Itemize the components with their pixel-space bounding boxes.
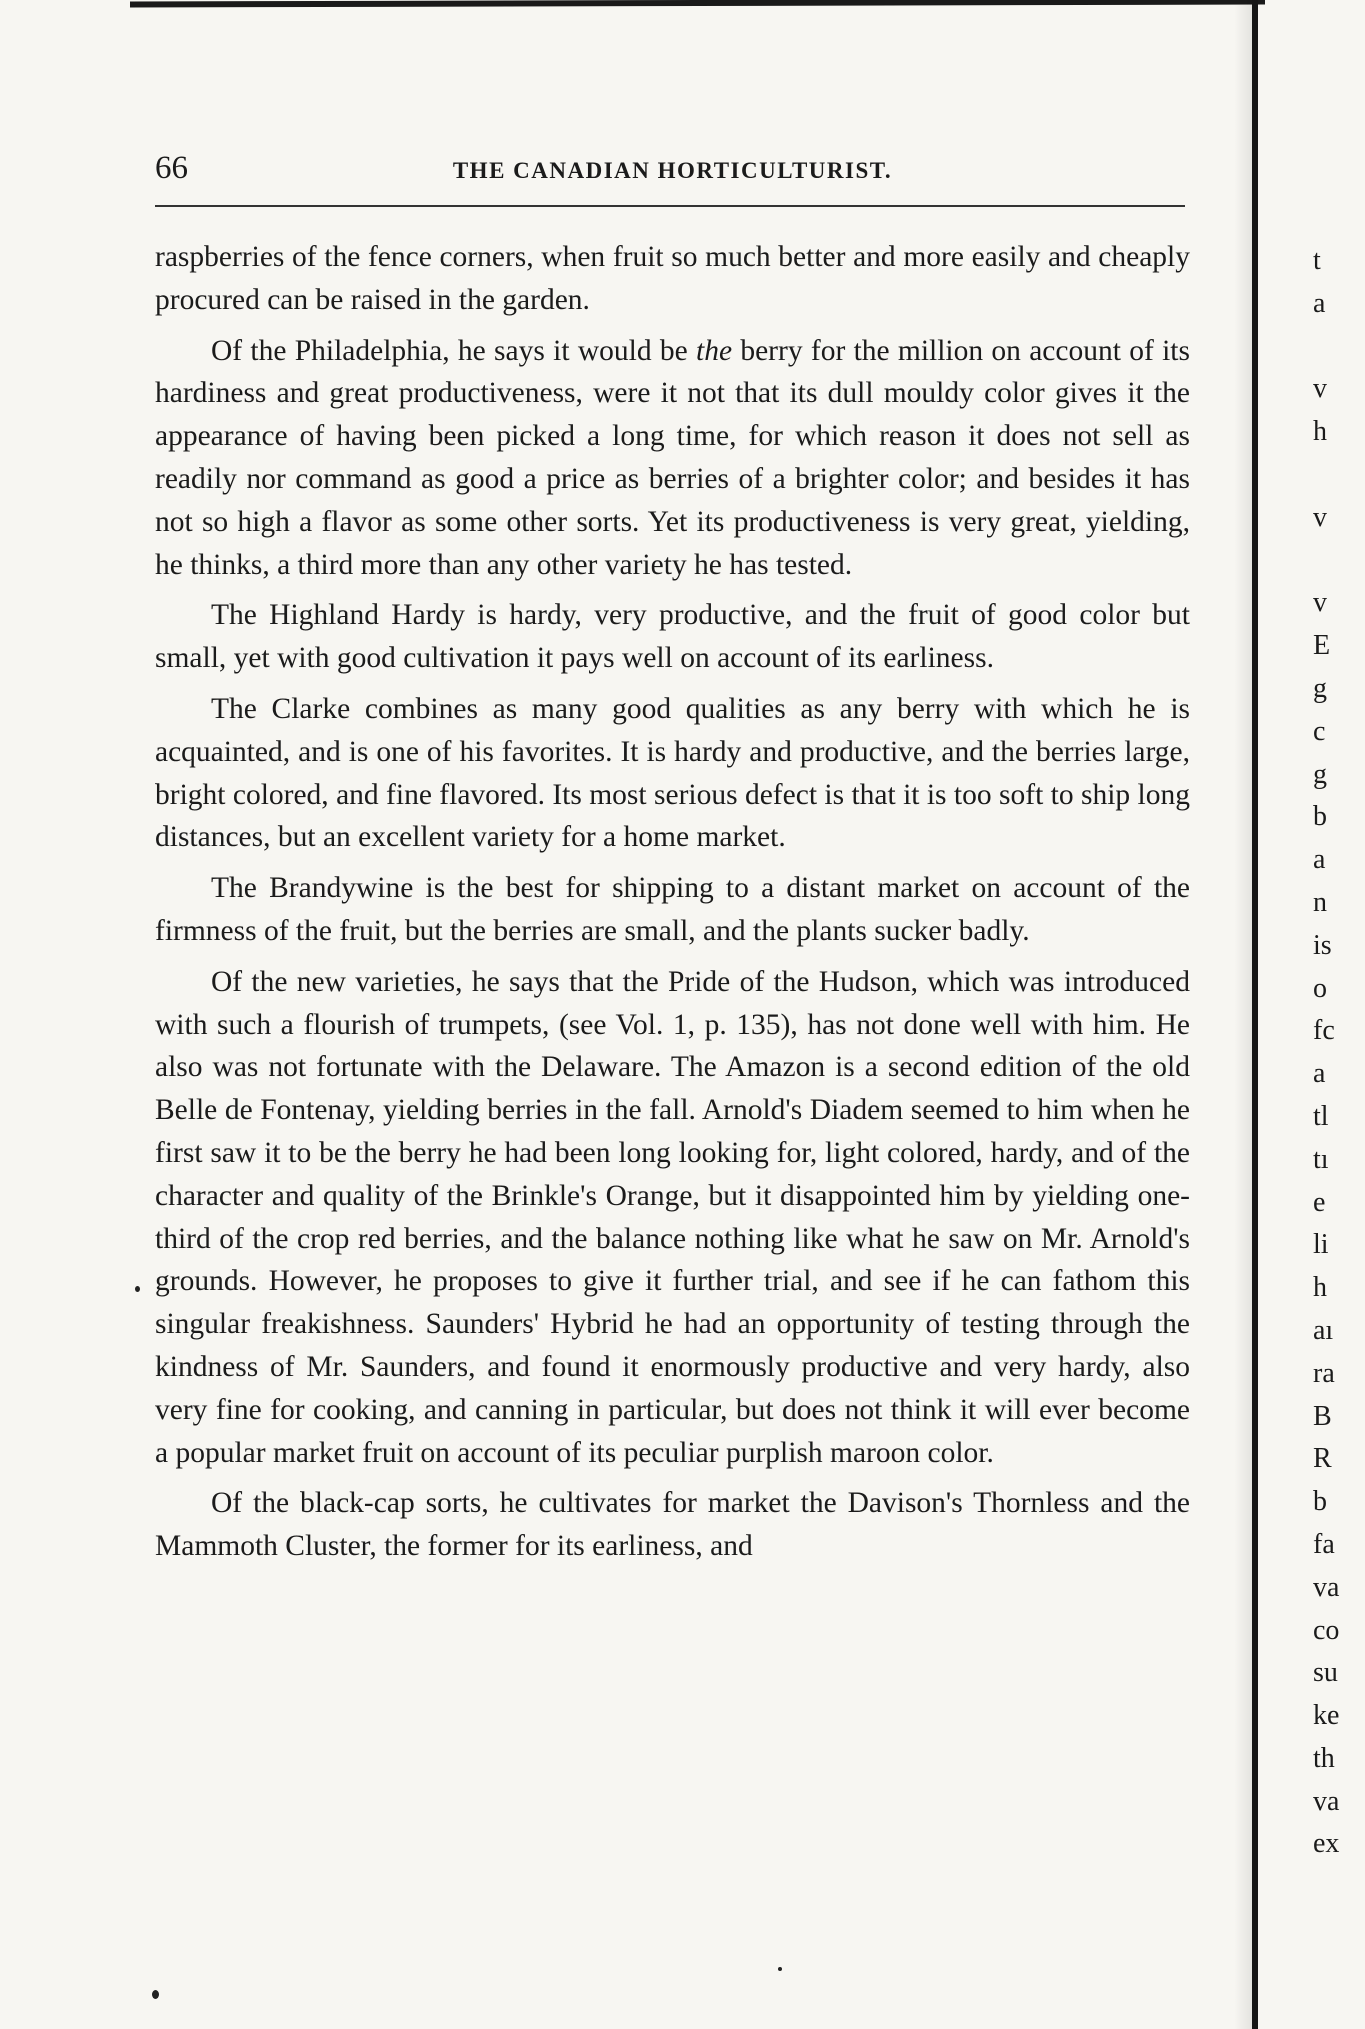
facing-line-fragment: t	[1313, 245, 1321, 276]
facing-line-fragment: n	[1313, 886, 1327, 918]
facing-line-fragment: v	[1313, 373, 1327, 405]
facing-line-fragment: fc	[1313, 1015, 1335, 1047]
facing-line-fragment: e	[1313, 1186, 1326, 1218]
running-title: THE CANADIAN HORTICULTURIST.	[452, 158, 893, 183]
paragraph: The Clarke combines as many good qualities as any berry with which he is acquainted, and is one of his favorites. It is hardy and productive, and the berries large, bright colored, and fine flavored. Its most serious defect is that it is too soft to ship long distances, but an excellent variety for a home market.	[155, 692, 1190, 854]
facing-line-fragment: tl	[1313, 1100, 1329, 1132]
paragraph: The Brandywine is the best for shipping to a distant market on account of the firmness of the fruit, but the berries are small, and the plants sucker badly.	[155, 872, 1190, 947]
facing-line-fragment: a	[1313, 844, 1326, 876]
facing-line-fragment: h	[1313, 1272, 1327, 1304]
facing-line-fragment: v	[1313, 587, 1327, 619]
facing-line-fragment: R	[1313, 1443, 1332, 1475]
facing-line-fragment: ex	[1313, 1828, 1340, 1860]
facing-line-fragment: v	[1313, 501, 1327, 533]
page-top-edge	[130, 0, 1265, 7]
facing-line-fragment: h	[1313, 416, 1327, 448]
facing-line-fragment: b	[1313, 801, 1327, 833]
book-spine	[1252, 0, 1258, 2029]
paragraph: The Highland Hardy is hardy, very productive, and the fruit of good color but small, yet with good cultivation it pays well on account of its earliness.	[155, 599, 1190, 675]
facing-line-fragment: c	[1313, 715, 1326, 747]
facing-line-fragment	[1313, 454, 1365, 497]
stray-ink-mark	[135, 1286, 140, 1292]
facing-line-fragment: g	[1313, 758, 1327, 790]
paragraph: Of the new varieties, he says that the Pride of the Hudson, which was introduced with such a flourish of trumpets, (see Vol. 1, p. 135), has not done well with him. He also was not fortunate with the Delaware. The Amazon is a second edition of the old Belle de Fontenay, yielding berries in the fall. Arnold's Diadem seemed to him when he first saw it to be the berry he had been long looking for, light colored, hardy, and of the character and quality of the Brinkle's Orange, but it disappointed him by yielding one-third of the crop red berries, and the balance nothing like what he saw on Mr. Arnold's grounds. However, he proposes to give it further trial, and see if he can fathom this singular freakishness. Saunders' Hybrid he had an opportunity of testing through the kindness of Mr. Saunders, and found it enormously productive and very hardy, also very fine for cooking, and canning in particular, but does not think it will ever become a popular market fruit on account of its peculiar purplish maroon color.	[155, 965, 1190, 1469]
facing-line-fragment: b	[1313, 1486, 1327, 1518]
facing-line-fragment: va	[1313, 1785, 1340, 1817]
facing-line-fragment: th	[1313, 1742, 1335, 1774]
facing-line-fragment: ra	[1313, 1357, 1335, 1389]
facing-line-fragment: su	[1313, 1657, 1338, 1689]
paragraph: Of the Philadelphia, he says it would be the berry for the million on account of its hardiness and great productiveness, were it not that its dull mouldy color gives it the appearance of having been picked a long time, for which reason it does not sell as readily nor command as good a price as berries of a brighter color; and besides it has not so high a flavor as some other sorts. Yet its productiveness is very great, yielding, he thinks, a third more than any other variety he has tested.	[155, 334, 1190, 581]
facing-line-fragment: ke	[1313, 1700, 1340, 1732]
facing-line-fragment	[1313, 540, 1365, 583]
facing-line-fragment: a	[1313, 287, 1326, 319]
emphasis: the	[696, 334, 733, 367]
stray-ink-mark	[152, 1990, 159, 1999]
facing-line-fragment: li	[1313, 1229, 1329, 1261]
facing-line-fragment: o	[1313, 972, 1327, 1004]
facing-line-fragment: va	[1313, 1571, 1340, 1603]
facing-line-fragment: is	[1313, 929, 1332, 961]
page-number: 66	[155, 150, 188, 186]
header-rule	[155, 205, 1185, 207]
facing-line-fragment: E	[1313, 630, 1331, 662]
paragraph: raspberries of the fence corners, when fruit so much better and more easily and cheaply procured can be raised in the garden.	[155, 241, 1190, 316]
facing-line-fragment: a	[1313, 1058, 1326, 1090]
facing-line-fragment: fa	[1313, 1528, 1335, 1560]
facing-line-fragment: B	[1313, 1400, 1332, 1432]
spine-shadow	[1234, 0, 1252, 2029]
paragraph: Of the black-cap sorts, he cultivates for market the Davison's Thornless and the Mammoth Cluster, the former for its earliness, and	[155, 1487, 1190, 1563]
facing-page-fragments	[1313, 240, 1365, 1866]
page-header	[155, 150, 1190, 190]
body-text	[155, 236, 1190, 1576]
stray-ink-mark	[778, 1967, 782, 1971]
facing-line-fragment: g	[1313, 672, 1327, 704]
facing-line-fragment: aı	[1313, 1314, 1334, 1346]
facing-line-fragment: co	[1313, 1614, 1340, 1646]
facing-line-fragment: tı	[1313, 1143, 1329, 1175]
facing-line-fragment	[1313, 326, 1365, 369]
